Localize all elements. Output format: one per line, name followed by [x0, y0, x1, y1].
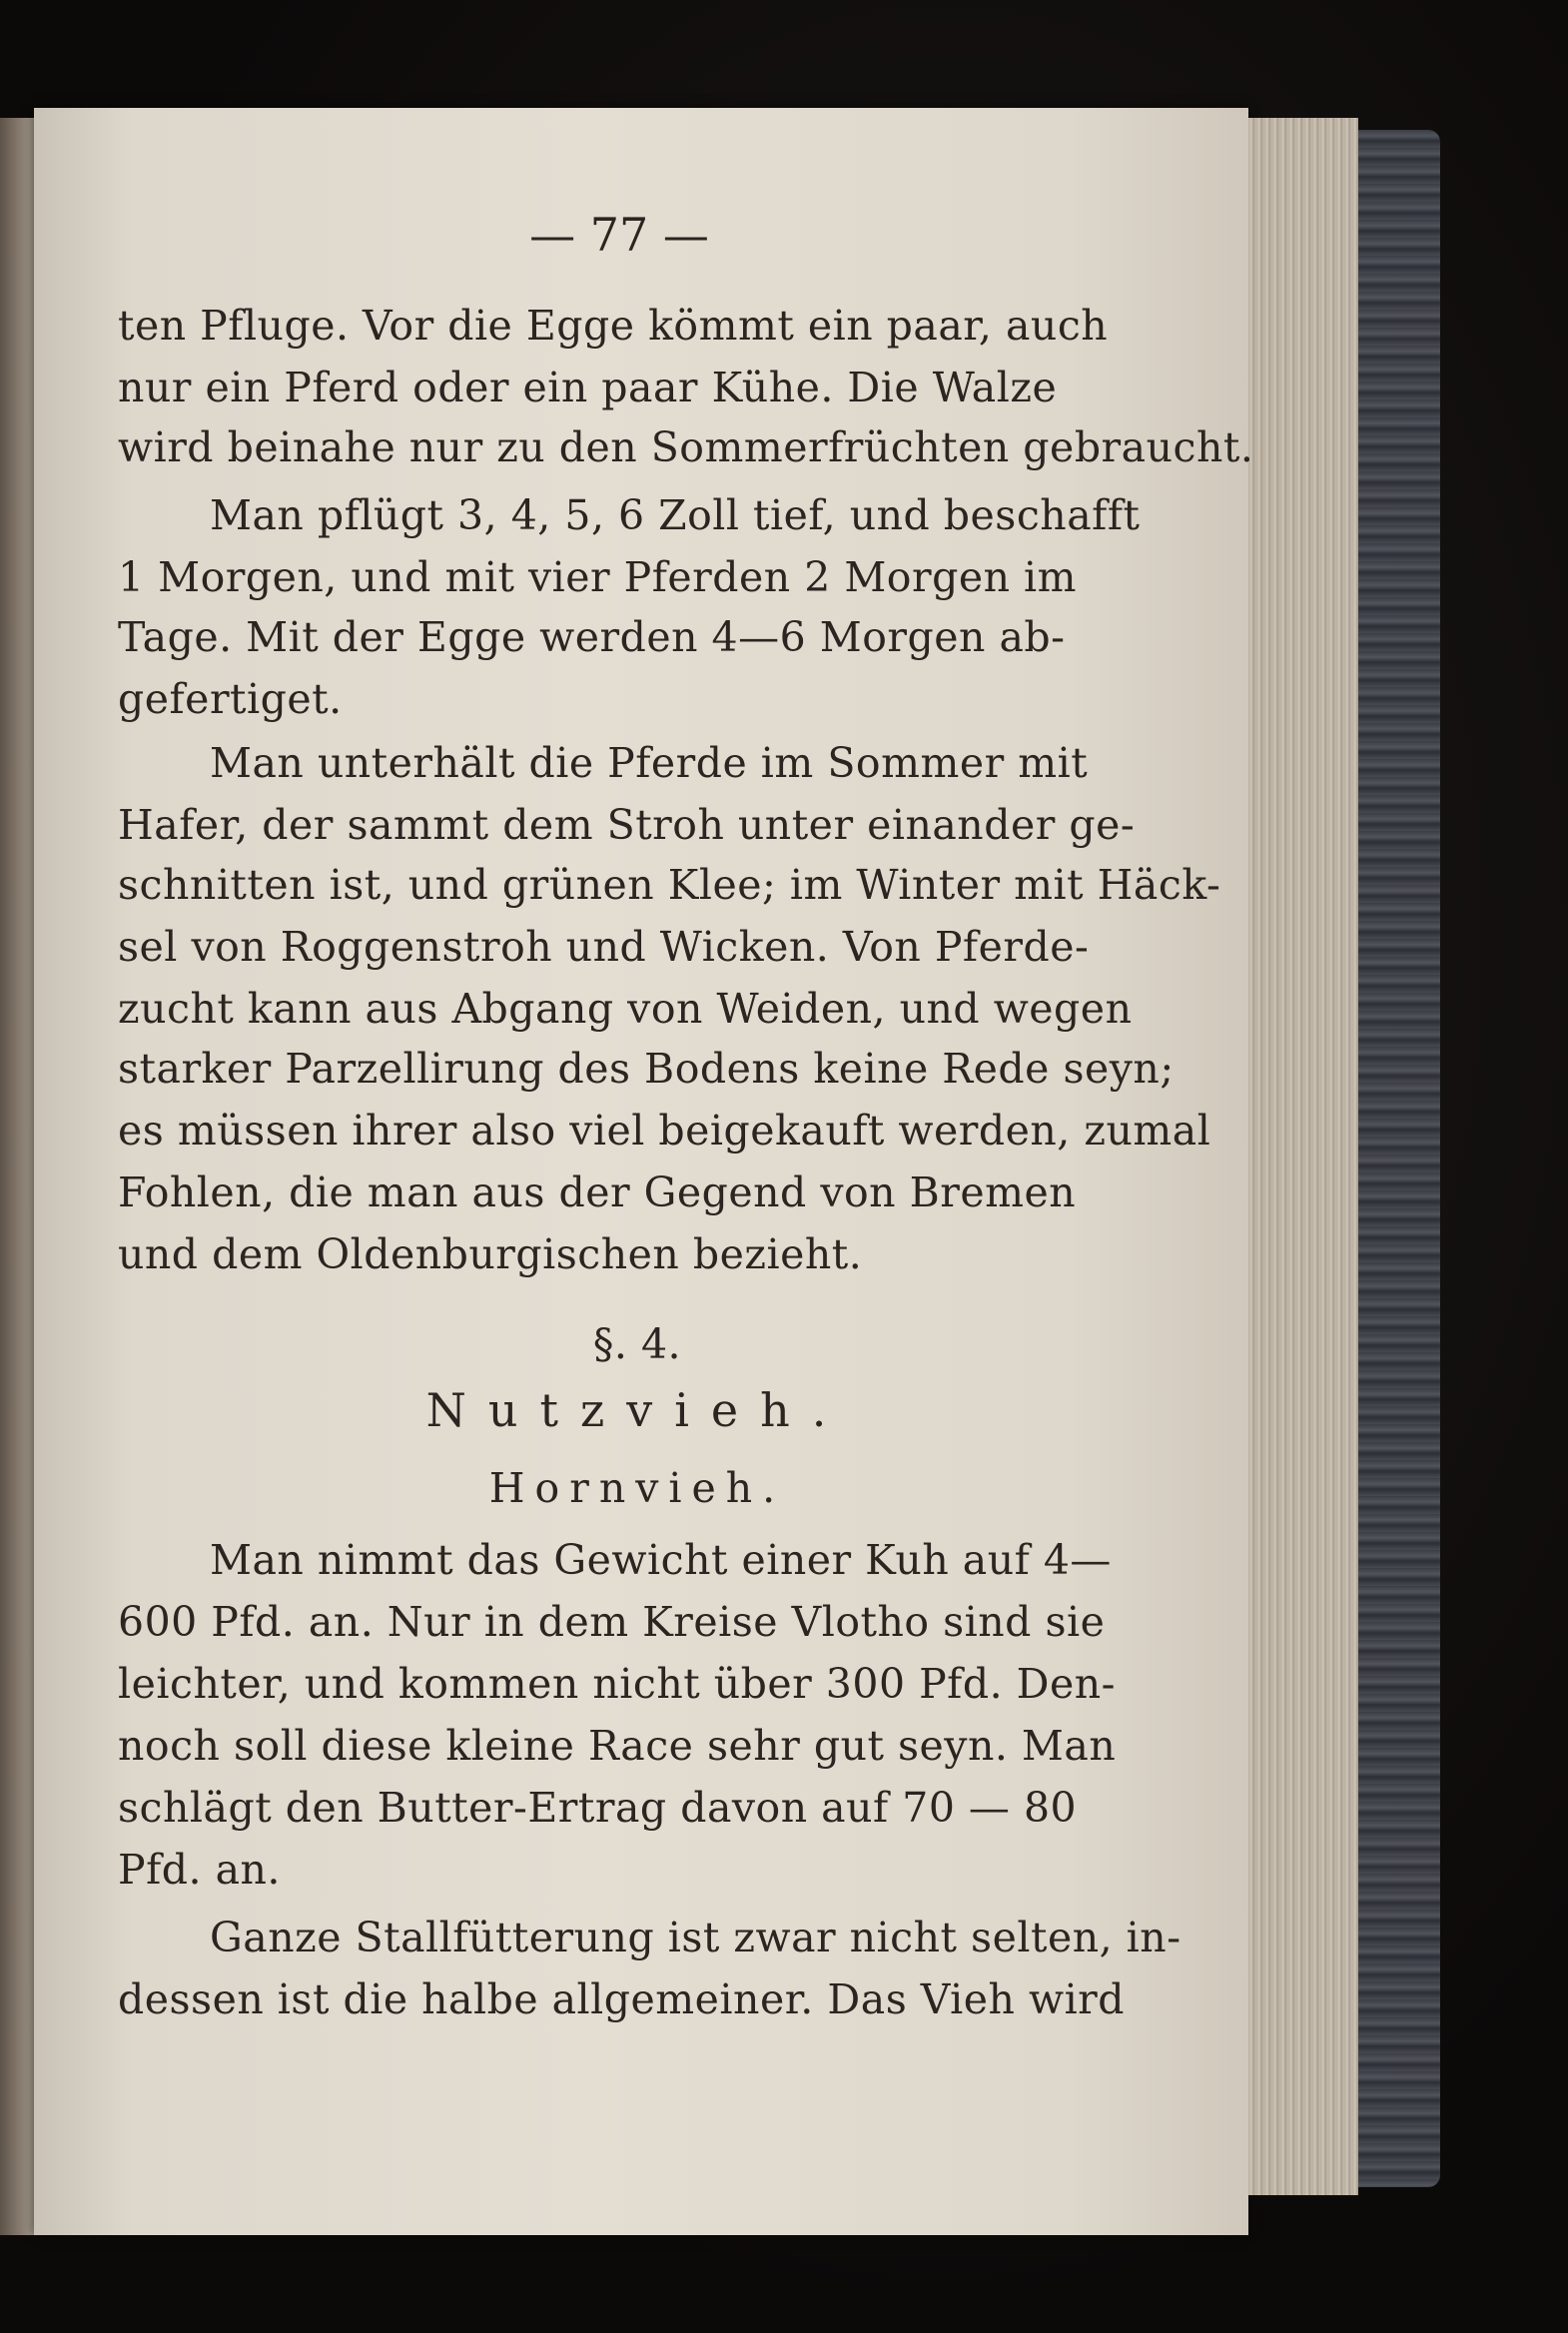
text-line: Pfd. an. — [118, 1846, 281, 1894]
text-line: und dem Oldenburgischen bezieht. — [118, 1230, 863, 1278]
previous-page-edge — [0, 118, 36, 2235]
text-line: sel von Roggenstroh und Wicken. Von Pferde- — [118, 923, 1090, 971]
text-line: 1 Morgen, und mit vier Pferden 2 Morgen im — [118, 553, 1078, 601]
page-number: — 77 — — [529, 208, 709, 262]
text-line: Man nimmt das Gewicht einer Kuh auf 4— — [210, 1536, 1112, 1584]
text-line: schlägt den Butter-Ertrag davon auf 70 — 80 — [118, 1784, 1078, 1832]
text-line: ten Pfluge. Vor die Egge kömmt ein paar, auch — [118, 302, 1109, 350]
text-line: Hafer, der sammt dem Stroh unter einander ge- — [118, 801, 1136, 849]
text-line: zucht kann aus Abgang von Weiden, und wegen — [118, 985, 1133, 1033]
text-line: 600 Pfd. an. Nur in dem Kreise Vlotho sind sie — [118, 1598, 1106, 1646]
section-title: Nutzvieh. — [425, 1383, 849, 1437]
section-number: §. 4. — [592, 1320, 682, 1368]
text-line: wird beinahe nur zu den Sommerfrüchten gebraucht. — [118, 423, 1254, 471]
text-line: leichter, und kommen nicht über 300 Pfd. Den- — [118, 1660, 1117, 1708]
text-line: starker Parzellirung des Bodens keine Rede seyn; — [118, 1045, 1175, 1093]
text-line: schnitten ist, und grünen Klee; im Winter mit Häck- — [118, 861, 1221, 909]
page-stack-edges — [1248, 118, 1358, 2195]
text-line: Man pflügt 3, 4, 5, 6 Zoll tief, und beschafft — [210, 491, 1141, 539]
text-line: gefertiget. — [118, 675, 343, 723]
subsection-title: Hornvieh. — [488, 1464, 786, 1512]
book-cover-spine — [1358, 130, 1440, 2187]
text-line: Tage. Mit der Egge werden 4—6 Morgen ab- — [118, 613, 1066, 661]
text-line: Ganze Stallfütterung ist zwar nicht selten, in- — [210, 1914, 1181, 1961]
text-line: nur ein Pferd oder ein paar Kühe. Die Walze — [118, 364, 1058, 411]
text-line: es müssen ihrer also viel beigekauft werden, zumal — [118, 1107, 1211, 1155]
text-line: noch soll diese kleine Race sehr gut seyn. Man — [118, 1722, 1117, 1770]
text-line: Man unterhält die Pferde im Sommer mit — [210, 739, 1089, 787]
text-line: dessen ist die halbe allgemeiner. Das Vieh wird — [118, 1975, 1126, 2023]
text-line: Fohlen, die man aus der Gegend von Bremen — [118, 1168, 1077, 1216]
